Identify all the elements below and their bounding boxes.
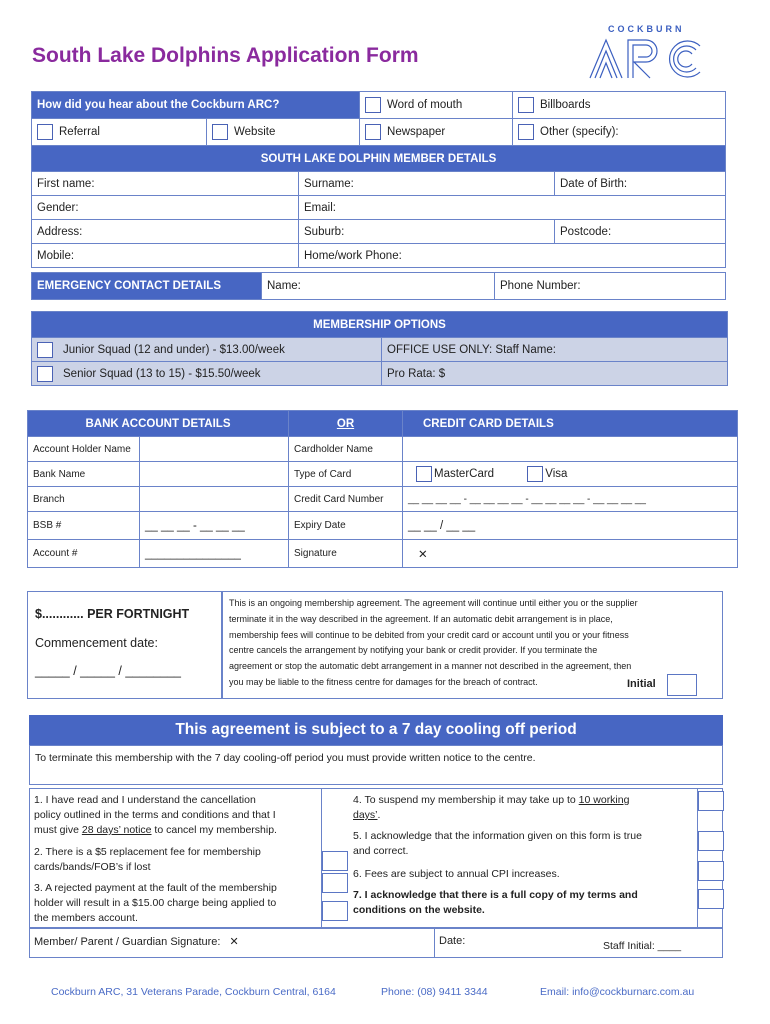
home-phone-field[interactable]: Home/work Phone: <box>299 244 726 268</box>
account-holder-label: Account Holder Name <box>28 437 140 462</box>
credit-card-heading: CREDIT CARD DETAILS <box>403 411 738 437</box>
page-title: South Lake Dolphins Application Form <box>32 44 419 67</box>
emergency-name-field[interactable]: Name: <box>262 273 495 300</box>
cooling-off-notice: To terminate this membership with the 7 day cooling-off period you must provide written notice to the centre. <box>29 745 723 785</box>
arc-logo-icon <box>588 36 706 80</box>
commencement-date-input[interactable]: _____ / _____ / ________ <box>35 664 181 678</box>
card-type-label: Type of Card <box>289 462 403 487</box>
emergency-heading: EMERGENCY CONTACT DETAILS <box>32 273 262 300</box>
term-5-checkbox[interactable] <box>698 831 724 851</box>
signature-row <box>29 928 723 958</box>
postcode-field[interactable]: Postcode: <box>555 220 726 244</box>
bank-name-label: Bank Name <box>28 462 140 487</box>
visa-checkbox-icon[interactable] <box>527 466 543 482</box>
surname-field[interactable]: Surname: <box>299 172 555 196</box>
expiry-input[interactable]: __ __ / __ __ <box>403 512 738 540</box>
checkbox-icon[interactable] <box>365 97 381 113</box>
term-2-checkbox[interactable] <box>322 851 348 871</box>
dob-field[interactable]: Date of Birth: <box>555 172 726 196</box>
first-name-field[interactable]: First name: <box>32 172 299 196</box>
term-6: 6. Fees are subject to annual CPI increases. <box>353 868 560 880</box>
member-details-table <box>31 145 726 268</box>
signature-input[interactable] <box>403 540 738 568</box>
member-details-heading: SOUTH LAKE DOLPHIN MEMBER DETAILS <box>32 146 726 172</box>
bank-name-input[interactable] <box>140 462 289 487</box>
mastercard-label: MasterCard <box>434 468 495 481</box>
option-junior-squad[interactable]: Junior Squad (12 and under) - $13.00/week <box>32 338 382 362</box>
term-7-checkbox[interactable] <box>698 889 724 909</box>
mastercard-checkbox-icon[interactable] <box>416 466 432 482</box>
branch-input[interactable] <box>140 487 289 512</box>
option-word-of-mouth[interactable]: Word of mouth <box>360 92 513 119</box>
emergency-contact-table <box>31 272 726 300</box>
expiry-label: Expiry Date <box>289 512 403 540</box>
term-5: 5. I acknowledge that the information given on this form is true and correct. <box>353 830 642 857</box>
agreement-line: membership fees will continue to be debited from your credit card or account until you or your fitness <box>229 629 629 640</box>
term-1-checkbox[interactable] <box>322 901 348 921</box>
checkbox-icon[interactable] <box>212 124 228 140</box>
checkbox-icon[interactable] <box>365 124 381 140</box>
agreement-line: you may be liable to the fitness centre for damages for the breach of contract. <box>229 676 538 687</box>
payment-summary-box <box>27 591 222 699</box>
agreement-line: agreement or stop the automatic debt arrangement in a manner not described in the agreement, then <box>229 661 632 672</box>
membership-heading: MEMBERSHIP OPTIONS <box>32 312 728 338</box>
agreement-line: centre cancels the arrangement by notifying your bank or credit provider. If you terminate the <box>229 645 598 656</box>
option-newspaper[interactable]: Newspaper <box>360 119 513 146</box>
signature-label: Signature <box>289 540 403 568</box>
footer-address: Cockburn ARC, 31 Veterans Parade, Cockburn Central, 6164 <box>51 986 336 998</box>
terms-box <box>29 788 723 928</box>
account-number-label: Account # <box>28 540 140 568</box>
hear-question: How did you hear about the Cockburn ARC? <box>32 92 360 119</box>
bsb-label: BSB # <box>28 512 140 540</box>
checkbox-icon[interactable] <box>37 342 53 358</box>
mobile-field[interactable]: Mobile: <box>32 244 299 268</box>
pro-rata-field: Pro Rata: $ <box>382 362 728 386</box>
term-4: 4. To suspend my membership it may take up to 10 working days’. <box>353 794 630 821</box>
suburb-field[interactable]: Suburb: <box>299 220 555 244</box>
account-holder-input[interactable] <box>140 437 289 462</box>
term-4-checkbox[interactable] <box>698 791 724 811</box>
option-senior-squad[interactable]: Senior Squad (13 to 15) - $15.50/week <box>32 362 382 386</box>
office-use-staff-name: OFFICE USE ONLY: Staff Name: <box>382 338 728 362</box>
cc-number-input[interactable]: __ __ __ __ - __ __ __ __ - __ __ __ __ - __ __ __ __ <box>403 487 738 512</box>
option-billboards[interactable]: Billboards <box>513 92 726 119</box>
cockburn-arc-logo <box>588 24 706 82</box>
footer-email[interactable]: Email: info@cockburnarc.com.au <box>540 986 695 998</box>
hear-about-table <box>31 91 726 146</box>
logo-small-text: COCKBURN <box>608 24 685 34</box>
agreement-box <box>222 591 723 699</box>
card-type-options <box>403 462 738 487</box>
membership-options-table <box>31 311 728 386</box>
option-other[interactable]: Other (specify): <box>513 119 726 146</box>
checkbox-icon[interactable] <box>518 124 534 140</box>
option-website[interactable]: Website <box>207 119 360 146</box>
term-7: 7. I acknowledge that there is a full copy of my terms and conditions on the website. <box>353 889 638 916</box>
account-number-input[interactable]: _______________ <box>140 540 289 568</box>
signature-mark-icon: ✕ <box>418 548 428 561</box>
cardholder-label: Cardholder Name <box>289 437 403 462</box>
commencement-label: Commencement date: <box>35 636 158 650</box>
emergency-phone-field[interactable]: Phone Number: <box>495 273 726 300</box>
staff-initial-field: Staff Initial: ____ <box>603 940 682 952</box>
option-referral[interactable]: Referral <box>32 119 207 146</box>
checkbox-icon[interactable] <box>37 124 53 140</box>
term-3-checkbox[interactable] <box>322 873 348 893</box>
term-3: 3. A rejected payment at the fault of the membership holder will result in a $15.00 charge being applied to the members account. <box>34 882 277 924</box>
agreement-line: terminate it in the way described in the agreement. If an automatic debit arrangement is in place, <box>229 613 613 624</box>
member-signature-field[interactable]: Member/ Parent / Guardian Signature: ✕ <box>34 936 239 948</box>
signature-mark-icon: ✕ <box>229 936 239 948</box>
initial-box[interactable] <box>667 674 697 696</box>
visa-label: Visa <box>545 468 568 481</box>
address-field[interactable]: Address: <box>32 220 299 244</box>
or-label: OR <box>289 411 403 437</box>
initial-label: Initial <box>627 678 656 690</box>
bsb-input[interactable]: __ __ __ - __ __ __ <box>140 512 289 540</box>
bank-heading: BANK ACCOUNT DETAILS <box>28 411 289 437</box>
cardholder-input[interactable] <box>403 437 738 462</box>
agreement-line: This is an ongoing membership agreement. The agreement will continue until either you or the supplier <box>229 598 638 608</box>
cc-number-label: Credit Card Number <box>289 487 403 512</box>
term-2: 2. There is a $5 replacement fee for membership cards/bands/FOB’s if lost <box>34 846 261 873</box>
gender-field[interactable]: Gender: <box>32 196 299 220</box>
footer-phone: Phone: (08) 9411 3344 <box>381 986 488 998</box>
branch-label: Branch <box>28 487 140 512</box>
checkbox-icon[interactable] <box>37 366 53 382</box>
payment-details-table <box>27 410 738 568</box>
term-6-checkbox[interactable] <box>698 861 724 881</box>
checkbox-icon[interactable] <box>518 97 534 113</box>
cooling-off-heading: This agreement is subject to a 7 day cooling off period <box>29 715 723 745</box>
per-fortnight-field[interactable]: $............ PER FORTNIGHT <box>35 607 190 621</box>
date-field[interactable]: Date: <box>439 935 466 947</box>
term-1: 1. I have read and I understand the cancellation policy outlined in the terms and conditions and that I must give 28 days’ notice to cancel my membership. <box>34 794 277 836</box>
email-field[interactable]: Email: <box>299 196 726 220</box>
